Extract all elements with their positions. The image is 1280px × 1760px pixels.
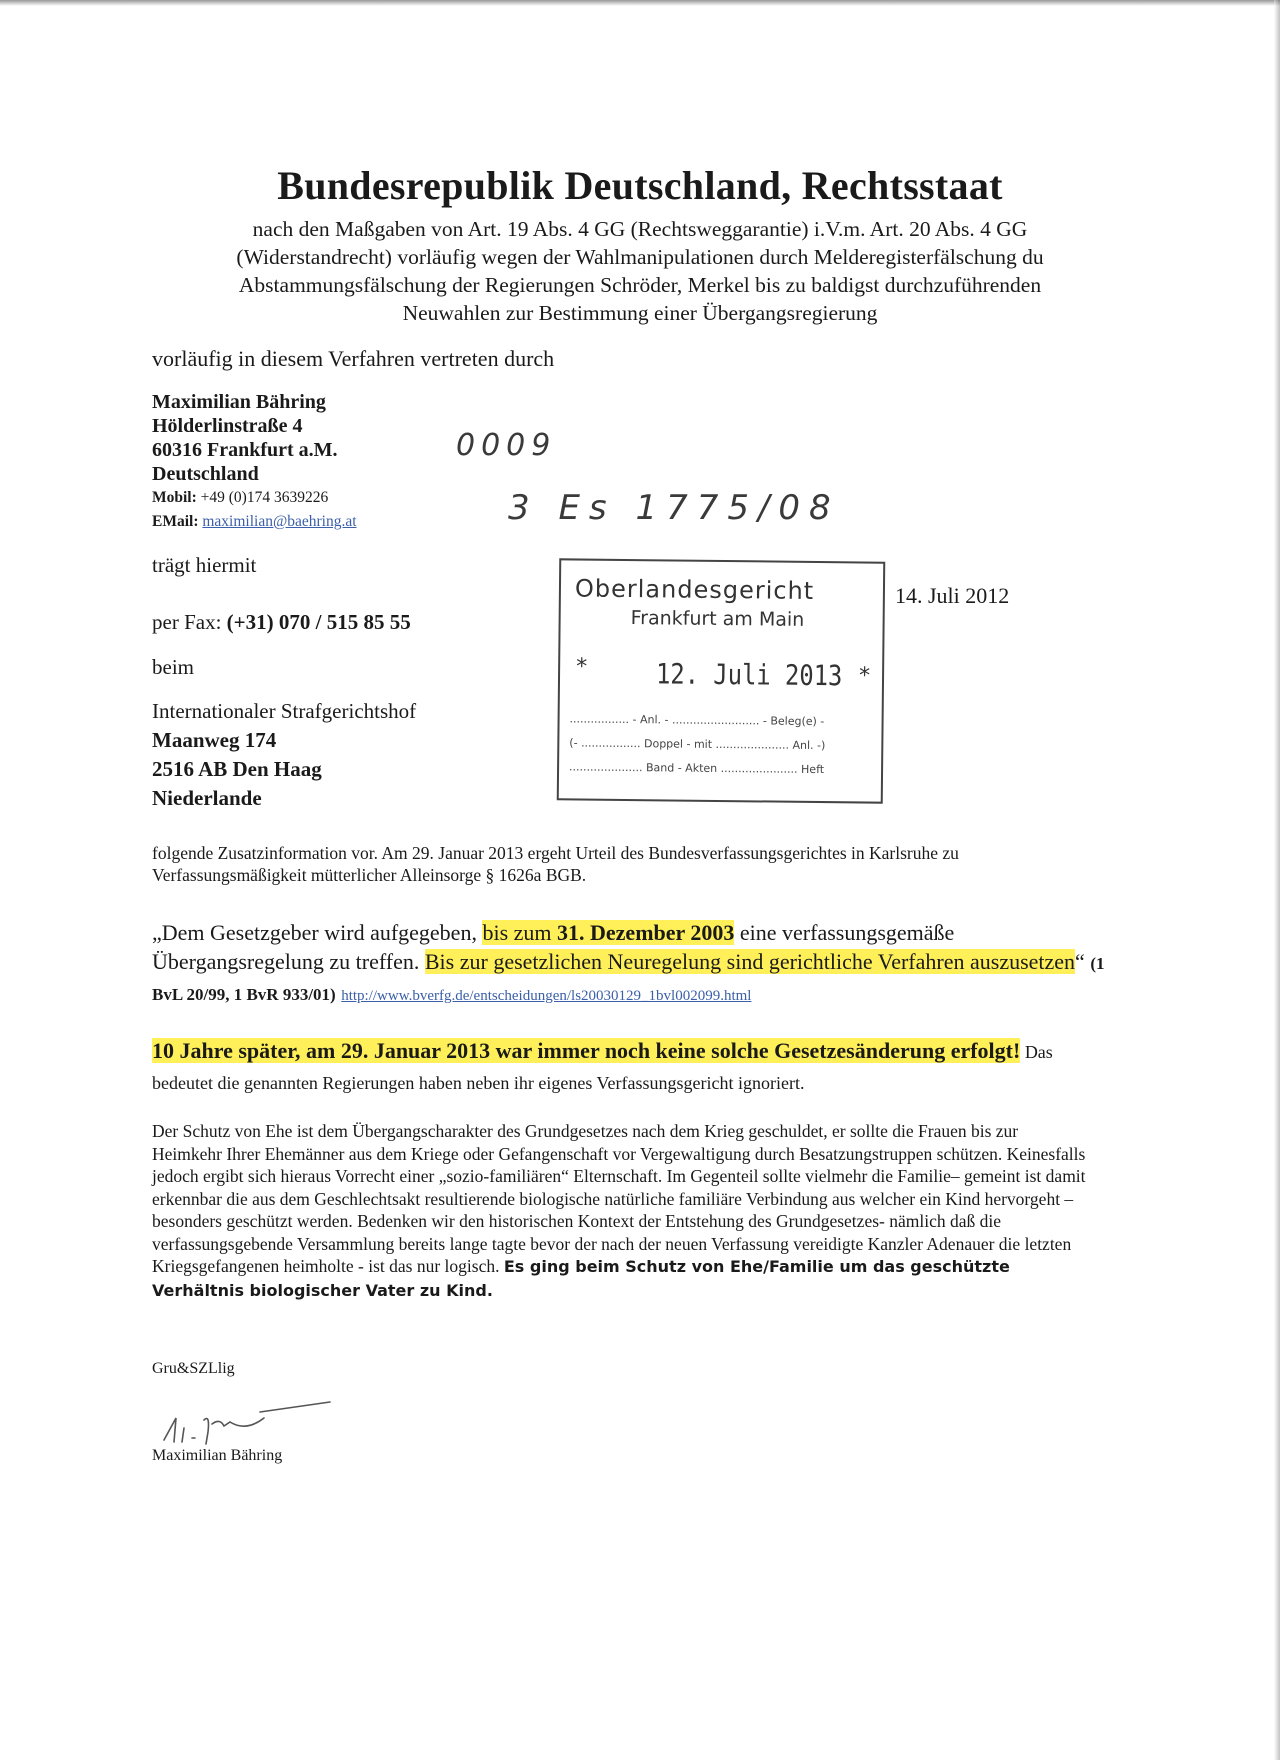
later-highlight: 10 Jahre später, am 29. Januar 2013 war immer noch keine solche Gesetzesänderung erfolgt! bbox=[152, 1038, 1021, 1063]
body-conclusion: Es ging beim Schutz von Ehe/Familie um das geschützte Verhältnis biologischer Vater zu Kind. bbox=[152, 1257, 1010, 1300]
document-subtitle bbox=[140, 215, 1140, 327]
scan-edge bbox=[1274, 0, 1280, 1760]
signature-name: Maximilian Bähring bbox=[152, 1447, 283, 1464]
email-label: EMail: bbox=[152, 513, 199, 530]
sender-country: Deutschland bbox=[152, 463, 259, 485]
document-title: Bundesrepublik Deutschland, Rechtsstaat bbox=[277, 163, 1003, 208]
subtitle-line: (Widerstandrecht) vorläufig wegen der Wahlmanipulationen durch Melderegisterfälschung du bbox=[236, 245, 1044, 269]
intro-paragraph: folgende Zusatzinformation vor. Am 29. Januar 2013 ergeht Urteil des Bundesverfassungsgerichtes in Karlsruhe zu Verfassungsmäßigkeit mütterlicher Alleinsorge § 1626a BGB. bbox=[152, 843, 959, 885]
sender-city: 60316 Frankfurt a.M. bbox=[152, 439, 338, 461]
recipient-name: Internationaler Strafgerichtshof bbox=[152, 699, 417, 723]
body-paragraph bbox=[152, 1120, 1092, 1302]
sender-address bbox=[152, 390, 357, 534]
quote-highlight-text: bis zum bbox=[482, 920, 558, 945]
sender-name: Maximilian Bähring bbox=[152, 391, 326, 413]
sender-street: Hölderlinstraße 4 bbox=[152, 415, 303, 437]
fax-number: (+31) 070 / 515 85 55 bbox=[226, 610, 411, 634]
represented-by-text: vorläufig in diesem Verfahren vertreten durch bbox=[152, 346, 555, 371]
mobile-number: +49 (0)174 3639226 bbox=[200, 489, 329, 506]
stamp-court-name: Oberlandesgericht bbox=[574, 574, 815, 605]
handwritten-file-number: 3 Es 1775/08 bbox=[508, 488, 840, 528]
court-quote-paragraph bbox=[152, 918, 1112, 1011]
sender-email bbox=[152, 510, 357, 534]
stamp-row: ..................... Band - Akten ...................... Heft bbox=[569, 760, 825, 777]
body-text: Der Schutz von Ehe ist dem Übergangscharakter des Grundgesetzes nach dem Krieg geschuldet, er sollte die Frauen bis zur Heimkehr Ihrer Ehemänner aus dem Kriege oder Gefangenschaft vor Vergewaltigung durch Besatzungstruppen schützen. Keinesfalls jedoch ergibt sich hieraus Vorrecht einer „sozio-familiären“ Elternschaft. Im Gegenteil sollte vielmehr die Familie– gemeint ist damit erkennbar die aus dem Geschlechtsakt resultierende biologische natürliche familiäre Verbindung aus welcher ein Kind hervorgeht – besonders geschützt werden. Bedenken wir den historischen Kontext der Entstehung des Grundgesetzes- nämlich daß die verfassungsgebende Versammlung bereits lange tagte bevor der nach der neuen Verfassung vereidigte Kanzler Adenauer die letzten Kriegsgefangenen heimholte - ist das nur logisch. bbox=[152, 1121, 1086, 1276]
case-reference: (1 BvL 20/99, 1 BvR 933/01) bbox=[152, 954, 1105, 1004]
quote-text: „Dem Gesetzgeber wird aufgegeben, bbox=[152, 920, 483, 945]
quote-text: “ bbox=[1075, 949, 1091, 974]
at-text: beim bbox=[152, 655, 194, 679]
fax-line bbox=[152, 610, 411, 635]
quote-highlight-date: 31. Dezember 2003 bbox=[557, 920, 735, 945]
email-link[interactable]: maximilian@baehring.at bbox=[202, 513, 357, 530]
stamp-star: * bbox=[576, 654, 588, 680]
closing-greeting: Gru&SZLlig bbox=[152, 1360, 235, 1377]
sender-mobile bbox=[152, 486, 357, 510]
scan-edge bbox=[0, 0, 1280, 6]
subtitle-line: Neuwahlen zur Bestimmung einer Übergangsregierung bbox=[402, 301, 878, 325]
quote-text: eine verfassungsgemäße Übergangsregelung zu treffen. bbox=[152, 920, 955, 974]
decision-link[interactable]: http://www.bverfg.de/entscheidungen/ls20030129_1bvl002099.html bbox=[341, 988, 752, 1004]
handwritten-signature bbox=[160, 1388, 350, 1454]
quote-highlight: Bis zur gesetzlichen Neuregelung sind gerichtliche Verfahren auszusetzen bbox=[424, 949, 1076, 974]
quote-highlight bbox=[482, 920, 734, 945]
stamp-date: 12. Juli 2013 bbox=[655, 657, 843, 693]
ten-years-later-paragraph bbox=[152, 1036, 1112, 1098]
recipient-street: Maanweg 174 bbox=[152, 728, 277, 752]
stamp-star: * bbox=[858, 663, 871, 689]
submits-text: trägt hiermit bbox=[152, 553, 257, 577]
stamp-row: ................. - Anl. - ......................... - Beleg(e) - bbox=[569, 712, 825, 729]
letter-date: 14. Juli 2012 bbox=[895, 583, 1010, 608]
subtitle-line: Abstammungsfälschung der Regierungen Schröder, Merkel bis zu baldigst durchzuführenden bbox=[238, 273, 1042, 297]
mobile-label: Mobil: bbox=[152, 489, 197, 506]
court-receipt-stamp bbox=[557, 558, 886, 803]
stamp-row: (- ................. Doppel - mit ..................... Anl. -) bbox=[569, 736, 826, 753]
stamp-city: Frankfurt am Main bbox=[630, 607, 805, 631]
handwritten-note: 0009 bbox=[456, 428, 557, 463]
fax-label: per Fax: bbox=[152, 610, 222, 634]
subtitle-line: nach den Maßgaben von Art. 19 Abs. 4 GG (Rechtsweggarantie) i.V.m. Art. 20 Abs. 4 GG bbox=[252, 217, 1028, 241]
recipient-address bbox=[152, 697, 416, 813]
later-text: Das bedeutet die genannten Regierungen haben neben ihr eigenes Verfassungsgericht ignoriert. bbox=[152, 1042, 1053, 1093]
recipient-country: Niederlande bbox=[152, 786, 262, 810]
recipient-city: 2516 AB Den Haag bbox=[152, 757, 322, 781]
